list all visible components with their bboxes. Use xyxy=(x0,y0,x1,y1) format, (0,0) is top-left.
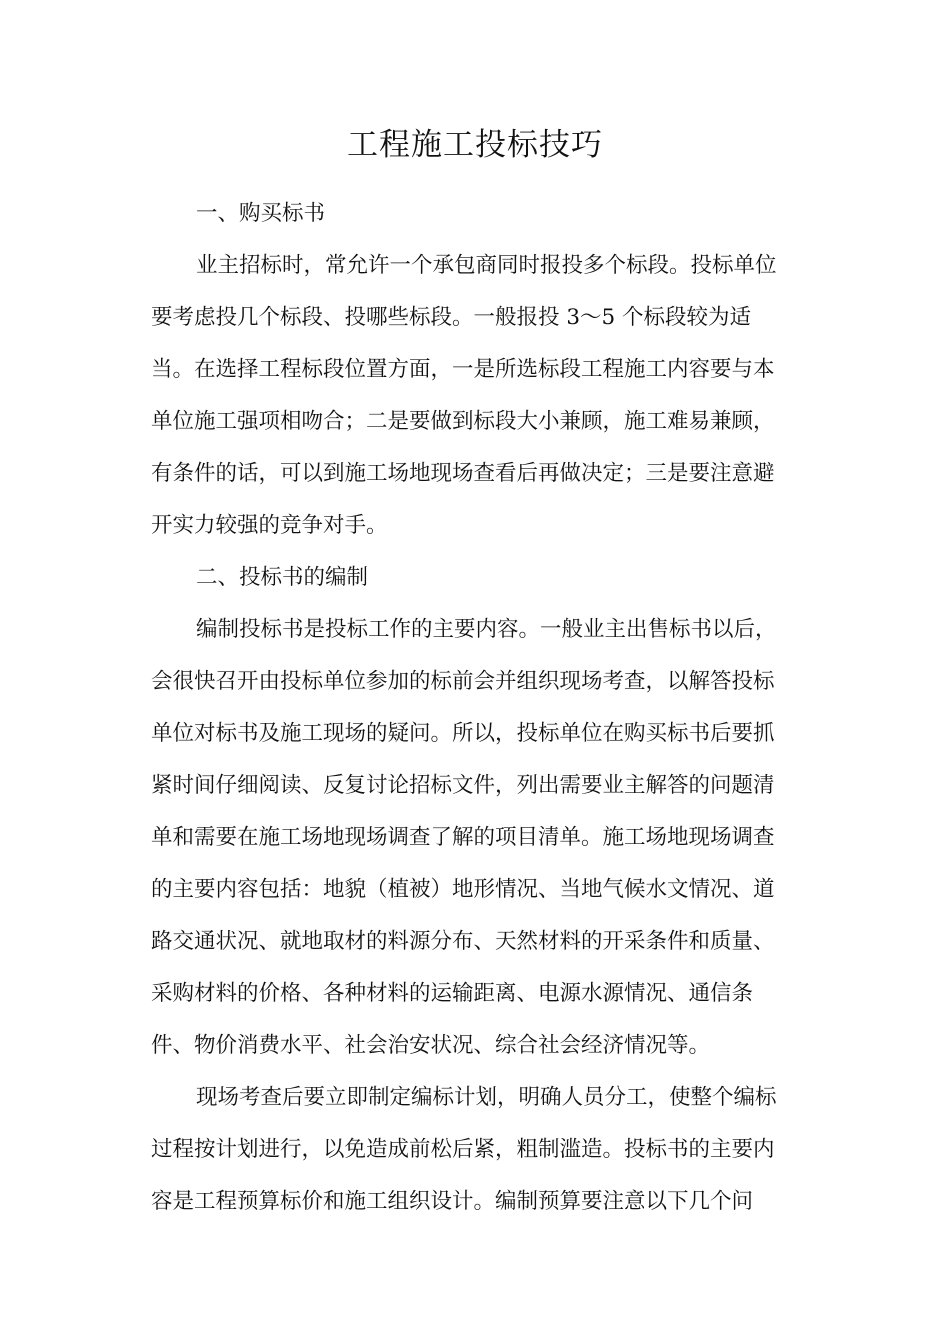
paragraph-line: 路交通状况、就地取材的料源分布、天然材料的开采条件和质量、 xyxy=(151,929,775,954)
document-body xyxy=(151,188,801,1228)
paragraph-line: 容是工程预算标价和施工组织设计。编制预算要注意以下几个问 xyxy=(151,1189,754,1214)
paragraph-line: 开实力较强的竞争对手。 xyxy=(151,513,388,538)
paragraph-line: 件、物价消费水平、社会治安状况、综合社会经济情况等。 xyxy=(151,1033,711,1058)
paragraph-line: 业主招标时，常允许一个承包商同时报投多个标段。投标单位 xyxy=(196,253,777,278)
paragraph-line: 单位对标书及施工现场的疑问。所以，投标单位在购买标书后要抓 xyxy=(151,721,775,746)
paragraph-line: 采购材料的价格、各种材料的运输距离、电源水源情况、通信条 xyxy=(151,981,754,1006)
section-heading: 一、购买标书 xyxy=(196,201,326,226)
paragraph-line: 现场考查后要立即制定编标计划，明确人员分工，使整个编标 xyxy=(196,1085,777,1110)
paragraph-line: 过程按计划进行，以免造成前松后紧，粗制滥造。投标书的主要内 xyxy=(151,1137,775,1162)
paragraph-line: 会很快召开由投标单位参加的标前会并组织现场考查，以解答投标 xyxy=(151,669,775,694)
section-heading: 二、投标书的编制 xyxy=(196,565,369,590)
paragraph-line: 有条件的话，可以到施工场地现场查看后再做决定；三是要注意避 xyxy=(151,461,775,486)
paragraph-line: 编制投标书是投标工作的主要内容。一般业主出售标书以后， xyxy=(196,617,777,642)
paragraph-line: 的主要内容包括：地貌（植被）地形情况、当地气候水文情况、道 xyxy=(151,877,775,902)
paragraph-line: 单和需要在施工场地现场调查了解的项目清单。施工场地现场调查 xyxy=(151,825,775,850)
paragraph-line: 当。在选择工程标段位置方面，一是所选标段工程施工内容要与本 xyxy=(151,357,775,382)
paragraph-line: 紧时间仔细阅读、反复讨论招标文件，列出需要业主解答的问题清 xyxy=(151,773,775,798)
paragraph-line: 单位施工强项相吻合；二是要做到标段大小兼顾，施工难易兼顾， xyxy=(151,409,775,434)
paragraph-line: 要考虑投几个标段、投哪些标段。一般报投 3～5 个标段较为适 xyxy=(151,305,752,330)
document-title: 工程施工投标技巧 xyxy=(347,127,603,163)
